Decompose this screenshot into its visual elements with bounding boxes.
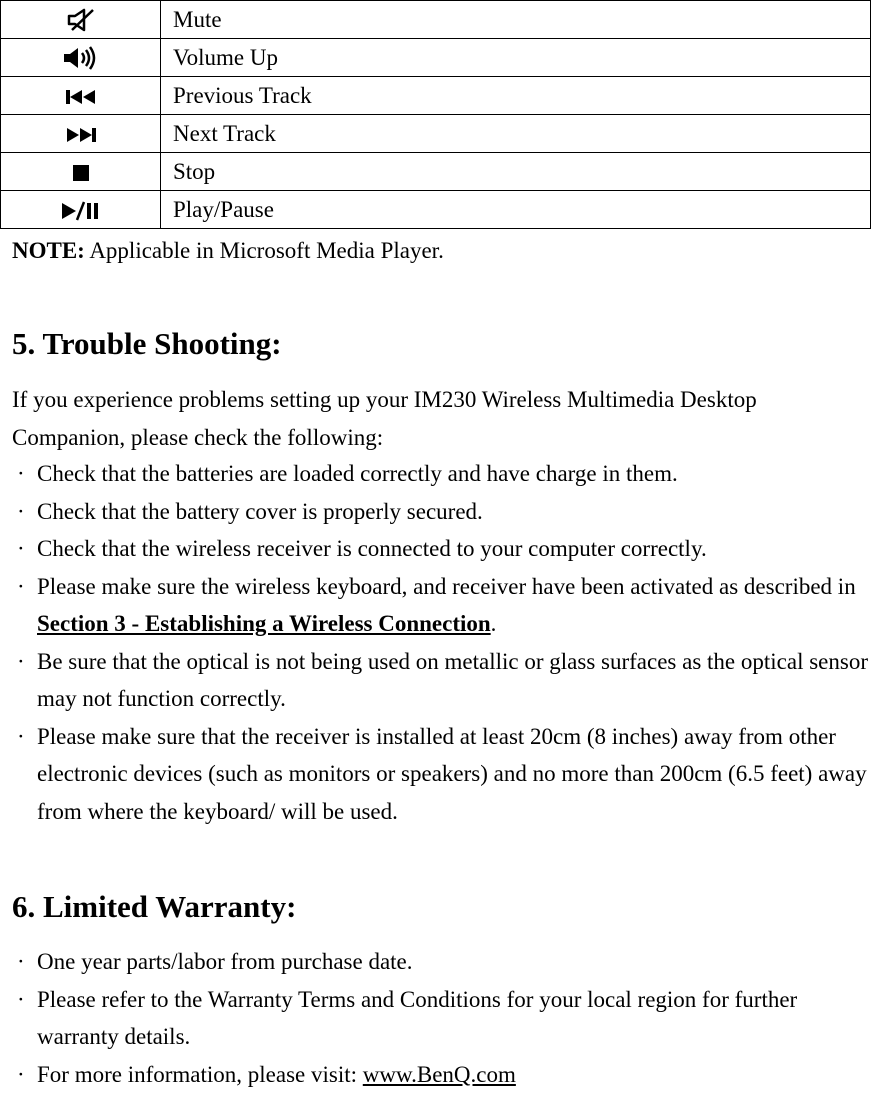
list-item	[12, 643, 870, 718]
list-item	[12, 455, 870, 493]
list-item-text: One year parts/labor from purchase date.	[37, 949, 413, 974]
table-label: Previous Track	[161, 77, 871, 115]
table-label: Next Track	[161, 115, 871, 153]
note	[12, 236, 444, 266]
table-row	[1, 115, 871, 153]
table-label: Stop	[161, 153, 871, 191]
table-label: Play/Pause	[161, 191, 871, 229]
list-item	[12, 981, 870, 1056]
table-row	[1, 1, 871, 39]
bullet: ·	[17, 718, 25, 756]
trouble-intro: If you experience problems setting up your IM230 Wireless Multimedia Desktop Companion, please check the following:	[12, 381, 862, 456]
list-item	[12, 718, 870, 831]
table-label: Mute	[161, 1, 871, 39]
bullet: ·	[17, 643, 25, 681]
table-label: Volume Up	[161, 39, 871, 77]
table-row	[1, 39, 871, 77]
bullet: ·	[17, 530, 25, 568]
bullet: ·	[17, 1056, 25, 1093]
list-item-text: Please make sure the wireless keyboard, and receiver have been activated as described in	[37, 574, 856, 599]
list-item-text: Check that the wireless receiver is connected to your computer correctly.	[37, 536, 707, 561]
section-3-link[interactable]: Section 3 - Establishing a Wireless Connection	[37, 611, 491, 636]
table-row	[1, 153, 871, 191]
bullet: ·	[17, 568, 25, 606]
play-pause-icon	[60, 200, 102, 222]
bullet: ·	[17, 981, 25, 1019]
list-item-text: Please make sure that the receiver is installed at least 20cm (8 inches) away from other electronic devices (such as monitors or speakers) and no more than 200cm (6.5 feet) away from where the keyboard/ will be used.	[37, 724, 867, 824]
note-label: NOTE:	[12, 238, 85, 263]
limited-warranty-heading: 6. Limited Warranty:	[12, 887, 296, 927]
list-item	[12, 943, 870, 981]
list-item-suffix: .	[491, 611, 497, 636]
list-item-text: Please refer to the Warranty Terms and Conditions for your local region for further warranty details.	[37, 987, 797, 1050]
trouble-shooting-list	[12, 455, 870, 830]
table-row	[1, 191, 871, 229]
list-item	[12, 530, 870, 568]
bullet: ·	[17, 493, 25, 531]
bullet: ·	[17, 455, 25, 493]
list-item-text: Check that the battery cover is properly secured.	[37, 499, 483, 524]
mute-icon	[64, 7, 98, 33]
list-item	[12, 1056, 870, 1093]
previous-track-icon	[64, 87, 98, 107]
list-item-text: For more information, please visit:	[37, 1062, 363, 1087]
list-item-text: Check that the batteries are loaded correctly and have charge in them.	[37, 461, 678, 486]
list-item	[12, 493, 870, 531]
note-text: Applicable in Microsoft Media Player.	[85, 238, 444, 263]
bullet: ·	[17, 943, 25, 981]
warranty-list	[12, 943, 870, 1093]
list-item-text: Be sure that the optical is not being used on metallic or glass surfaces as the optical sensor may not function correctly.	[37, 649, 868, 712]
volume-up-icon	[61, 44, 101, 72]
next-track-icon	[64, 125, 98, 145]
media-keys-table	[0, 0, 871, 229]
trouble-shooting-heading: 5. Trouble Shooting:	[12, 324, 282, 364]
table-row	[1, 77, 871, 115]
list-item	[12, 568, 870, 643]
benq-website-link[interactable]: www.BenQ.com	[363, 1062, 516, 1087]
stop-icon	[71, 163, 91, 183]
